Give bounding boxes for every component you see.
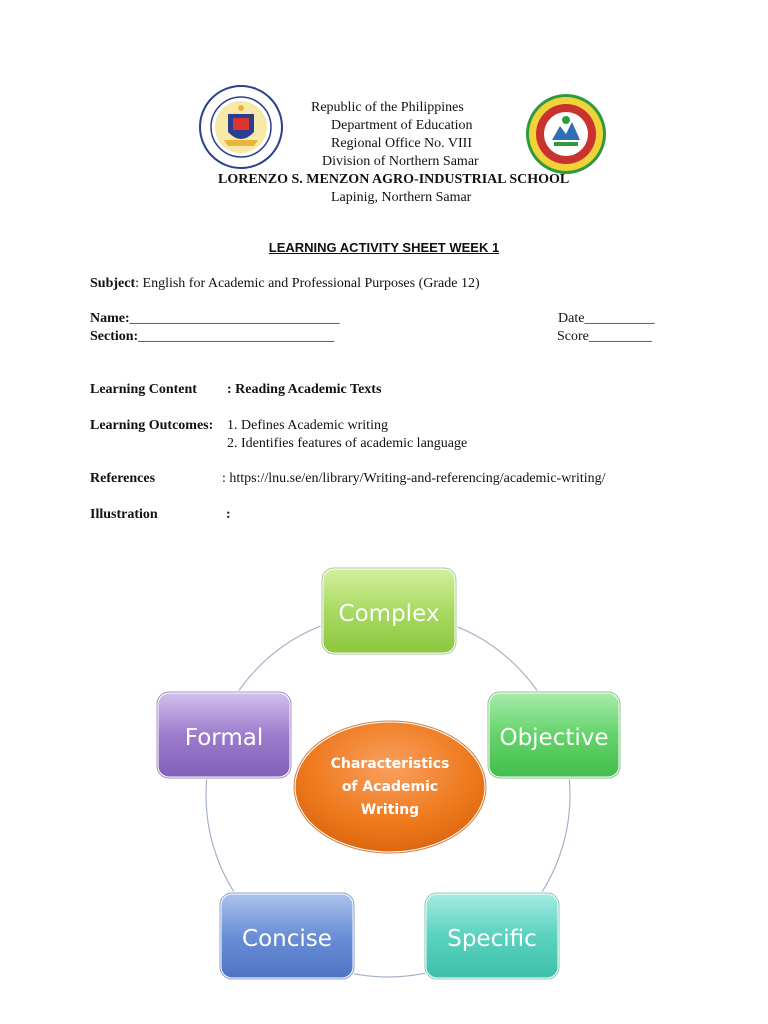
references-label: References (90, 471, 156, 486)
school-name: LORENZO S. MENZON AGRO-INDUSTRIAL SCHOOL (218, 172, 570, 187)
references-link[interactable]: : https://lnu.se/en/library/Writing-and-referencing/academic-writing/ (222, 471, 606, 486)
deped-seal (198, 84, 284, 170)
center-node (294, 721, 486, 853)
center-line-1: Characteristics (330, 756, 450, 772)
node-formal (157, 692, 291, 778)
school-seal (524, 92, 608, 176)
learning-content-value: : Reading Academic Texts (227, 382, 382, 397)
name-row (90, 311, 340, 327)
center-line-2: of Academic (341, 779, 439, 795)
score-row (557, 329, 652, 345)
score-label: Score (557, 329, 589, 344)
school-location: Lapinig, Northern Samar (331, 190, 472, 205)
node-concise-label: Concise (242, 926, 332, 952)
center-line-3: Writing (360, 802, 420, 818)
characteristics-diagram (0, 555, 768, 995)
header-line-2: Department of Education (331, 118, 473, 133)
date-label: Date (558, 311, 585, 326)
date-row (558, 311, 654, 327)
header-line-1: Republic of the Philippines (311, 100, 464, 115)
learning-outcomes-label: Learning Outcomes: (90, 418, 214, 433)
illustration-label: Illustration (90, 507, 158, 522)
section-row (90, 329, 334, 345)
node-objective-label: Objective (499, 725, 609, 751)
name-blank[interactable]: ______________________________ (129, 311, 340, 326)
date-blank[interactable]: __________ (584, 311, 655, 326)
sheet-title: LEARNING ACTIVITY SHEET WEEK 1 (268, 240, 500, 255)
node-objective (488, 692, 620, 778)
score-blank[interactable]: _________ (588, 329, 652, 344)
subject-row (90, 276, 480, 292)
subject-value: : English for Academic and Professional Purposes (Grade 12) (135, 276, 480, 291)
node-specific (425, 893, 559, 979)
name-label: Name: (90, 311, 130, 326)
subject-label: Subject (90, 276, 136, 291)
learning-outcome-2: 2. Identifies features of academic language (227, 436, 468, 451)
header-line-3: Regional Office No. VIII (331, 136, 472, 151)
section-label: Section: (90, 329, 139, 344)
learning-outcome-1: 1. Defines Academic writing (227, 418, 388, 433)
node-complex-label: Complex (338, 601, 440, 627)
node-specific-label: Specific (447, 926, 537, 952)
section-blank[interactable]: ____________________________ (138, 329, 335, 344)
node-concise (220, 893, 354, 979)
illustration-colon: : (226, 507, 231, 522)
learning-content-label: Learning Content (90, 382, 197, 397)
header-line-4: Division of Northern Samar (322, 154, 479, 169)
node-complex (322, 568, 456, 654)
node-formal-label: Formal (184, 725, 264, 751)
